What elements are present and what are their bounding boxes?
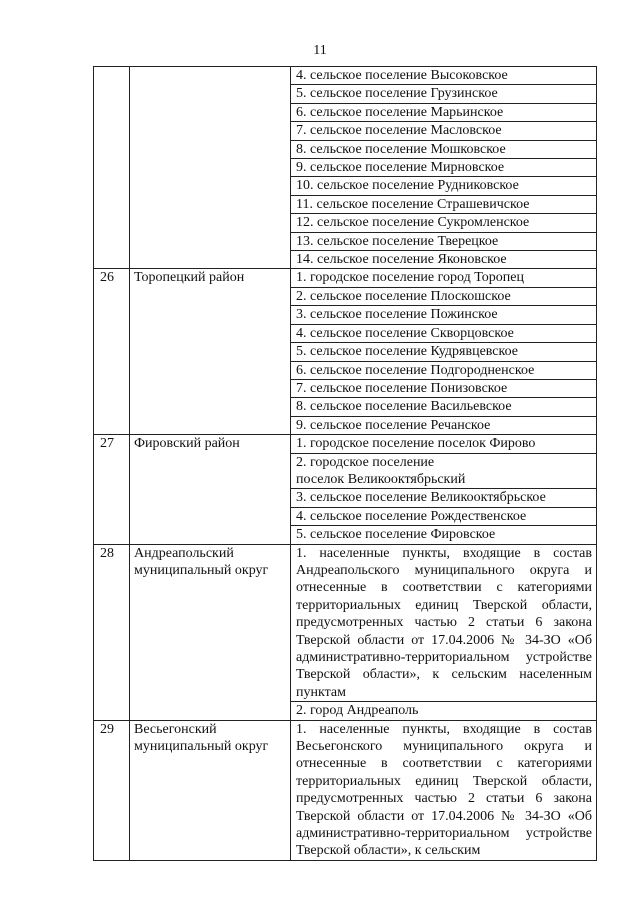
subdivision-cell: 13. сельское поселение Тверецкое xyxy=(291,232,597,250)
subdivision-cell: 10. сельское поселение Рудниковское xyxy=(291,177,597,195)
subdivision-cell: 9. сельское поселение Мирновское xyxy=(291,159,597,177)
subdivision-cell: 6. сельское поселение Подгородненское xyxy=(291,361,597,379)
subdivision-cell: 1. населенные пункты, входящие в состав Андреапольского муниципального округа и отнесенные в соответствии с категориями территориальных единиц Тверской области, предусмотренных частью 2 статьи 6 закона Тверской области от 17.04.2006 № 34-ЗО «Об административно-территориальном устройстве Тверской области», к сельским населенным пунктам xyxy=(291,544,597,702)
subdivision-cell: 2. сельское поселение Плоскошское xyxy=(291,287,597,305)
district-name: Андреапольский муниципальный округ xyxy=(130,544,291,720)
subdivision-cell: 7. сельское поселение Масловское xyxy=(291,122,597,140)
page-number: 11 xyxy=(313,43,327,58)
table-row xyxy=(94,67,597,85)
subdivision-cell: 4. сельское поселение Скворцовское xyxy=(291,324,597,342)
subdivision-cell: 2. городское поселение поселок Великооктябрьский xyxy=(291,453,597,489)
district-name: Весьегонский муниципальный округ xyxy=(130,720,291,860)
subdivision-cell: 11. сельское поселение Страшевичское xyxy=(291,195,597,213)
subdivision-cell: 6. сельское поселение Марьинское xyxy=(291,103,597,121)
subdivision-cell: 1. городское поселение город Торопец xyxy=(291,269,597,287)
municipalities-table xyxy=(93,66,597,861)
subdivision-cell: 7. сельское поселение Понизовское xyxy=(291,379,597,397)
table-body xyxy=(94,67,597,861)
table-row xyxy=(94,269,597,287)
table-row xyxy=(94,435,597,453)
district-number xyxy=(94,67,130,269)
subdivision-cell: 1. городское поселение поселок Фирово xyxy=(291,435,597,453)
district-name xyxy=(130,67,291,269)
subdivision-cell: 8. сельское поселение Васильевское xyxy=(291,398,597,416)
district-number: 26 xyxy=(94,269,130,435)
subdivision-cell: 9. сельское поселение Речанское xyxy=(291,416,597,434)
district-name: Фировский район xyxy=(130,435,291,544)
subdivision-cell: 8. сельское поселение Мошковское xyxy=(291,140,597,158)
subdivision-cell: 4. сельское поселение Высоковское xyxy=(291,67,597,85)
table-row xyxy=(94,544,597,702)
district-name: Торопецкий район xyxy=(130,269,291,435)
district-number: 28 xyxy=(94,544,130,720)
subdivision-cell: 5. сельское поселение Кудрявцевское xyxy=(291,343,597,361)
district-number: 29 xyxy=(94,720,130,860)
subdivision-cell: 5. сельское поселение Грузинское xyxy=(291,85,597,103)
subdivision-cell: 1. населенные пункты, входящие в состав Весьегонского муниципального округа и отнесенные в соответствии с категориями территориальных единиц Тверской области, предусмотренных частью 2 статьи 6 закона Тверской области от 17.04.2006 № 34-ЗО «Об административно-территориальном устройстве Тверской области», к сельским xyxy=(291,720,597,860)
subdivision-cell: 3. сельское поселение Великооктябрьское xyxy=(291,489,597,507)
district-number: 27 xyxy=(94,435,130,544)
subdivision-cell: 14. сельское поселение Яконовское xyxy=(291,251,597,269)
subdivision-cell: 12. сельское поселение Сукромленское xyxy=(291,214,597,232)
subdivision-cell: 4. сельское поселение Рождественское xyxy=(291,507,597,525)
subdivision-cell: 5. сельское поселение Фировское xyxy=(291,526,597,544)
subdivision-cell: 3. сельское поселение Пожинское xyxy=(291,306,597,324)
table-row xyxy=(94,720,597,860)
subdivision-cell: 2. город Андреаполь xyxy=(291,702,597,720)
